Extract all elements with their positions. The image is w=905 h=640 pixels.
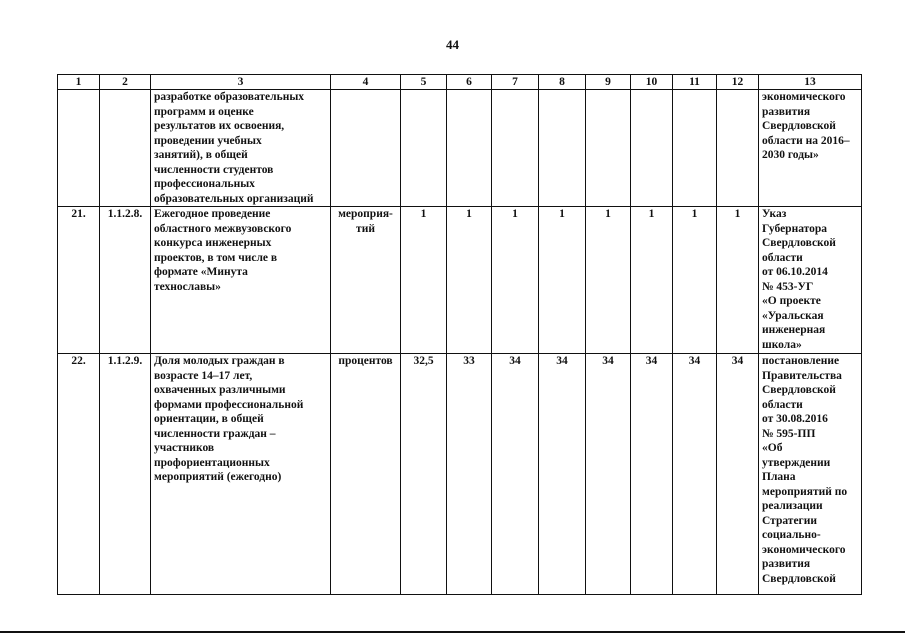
value-cell: 34 bbox=[492, 354, 539, 595]
value-cell: 34 bbox=[717, 354, 759, 595]
legal-basis: постановление Правительства Свердловской области от 30.08.2016 № 595-ПП «Об утверждении Плана мероприятий по реализации Стратегии социально- экономического развития Свердловской bbox=[759, 354, 862, 595]
page-bottom-rule bbox=[0, 631, 905, 633]
indicators-table bbox=[57, 74, 862, 595]
header-col-9: 9 bbox=[586, 75, 631, 90]
value-cell: 33 bbox=[447, 354, 492, 595]
legal-basis: экономического развития Свердловской области на 2016– 2030 годы» bbox=[759, 90, 862, 207]
value-cell: 34 bbox=[586, 354, 631, 595]
header-col-2: 2 bbox=[100, 75, 151, 90]
legal-basis: Указ Губернатора Свердловской области от 06.10.2014 № 453-УГ «О проекте «Уральская инженерная школа» bbox=[759, 207, 862, 354]
table-row-21 bbox=[58, 207, 862, 354]
header-col-3: 3 bbox=[151, 75, 331, 90]
unit-of-measure: мероприя- тий bbox=[331, 207, 401, 354]
header-col-11: 11 bbox=[673, 75, 717, 90]
header-col-8: 8 bbox=[539, 75, 586, 90]
value-cell: 1 bbox=[492, 207, 539, 354]
value-cell bbox=[717, 90, 759, 207]
value-cell: 1 bbox=[401, 207, 447, 354]
value-cell: 32,5 bbox=[401, 354, 447, 595]
indicator-name: Ежегодное проведение областного межвузовского конкурса инженерных проектов, в том числе в формате «Минута технославы» bbox=[151, 207, 331, 354]
header-col-7: 7 bbox=[492, 75, 539, 90]
unit-of-measure bbox=[331, 90, 401, 207]
header-col-10: 10 bbox=[631, 75, 673, 90]
header-col-13: 13 bbox=[759, 75, 862, 90]
value-cell: 34 bbox=[673, 354, 717, 595]
row-number bbox=[58, 90, 100, 207]
value-cell: 1 bbox=[673, 207, 717, 354]
header-col-4: 4 bbox=[331, 75, 401, 90]
row-number: 21. bbox=[58, 207, 100, 354]
indicator-name: Доля молодых граждан в возрасте 14–17 лет, охваченных различными формами профессиональной ориентации, в общей численности граждан – участников профориентационных мероприятий (ежегодно) bbox=[151, 354, 331, 595]
value-cell bbox=[586, 90, 631, 207]
value-cell: 34 bbox=[539, 354, 586, 595]
value-cell bbox=[447, 90, 492, 207]
header-col-6: 6 bbox=[447, 75, 492, 90]
value-cell bbox=[673, 90, 717, 207]
row-code bbox=[100, 90, 151, 207]
page-number: 44 bbox=[446, 37, 459, 52]
header-row bbox=[58, 75, 862, 90]
header-col-12: 12 bbox=[717, 75, 759, 90]
value-cell bbox=[631, 90, 673, 207]
value-cell: 1 bbox=[447, 207, 492, 354]
value-cell: 34 bbox=[631, 354, 673, 595]
indicator-name: разработке образовательных программ и оценке результатов их освоения, проведении учебных занятий), в общей численности студентов профессиональных образовательных организаций bbox=[151, 90, 331, 207]
table-row-continued bbox=[58, 90, 862, 207]
value-cell bbox=[401, 90, 447, 207]
header-col-1: 1 bbox=[58, 75, 100, 90]
unit-of-measure: процентов bbox=[331, 354, 401, 595]
row-number: 22. bbox=[58, 354, 100, 595]
value-cell: 1 bbox=[717, 207, 759, 354]
value-cell bbox=[492, 90, 539, 207]
row-code: 1.1.2.9. bbox=[100, 354, 151, 595]
row-code: 1.1.2.8. bbox=[100, 207, 151, 354]
value-cell: 1 bbox=[631, 207, 673, 354]
value-cell: 1 bbox=[586, 207, 631, 354]
value-cell bbox=[539, 90, 586, 207]
table-row-22 bbox=[58, 354, 862, 595]
value-cell: 1 bbox=[539, 207, 586, 354]
header-col-5: 5 bbox=[401, 75, 447, 90]
